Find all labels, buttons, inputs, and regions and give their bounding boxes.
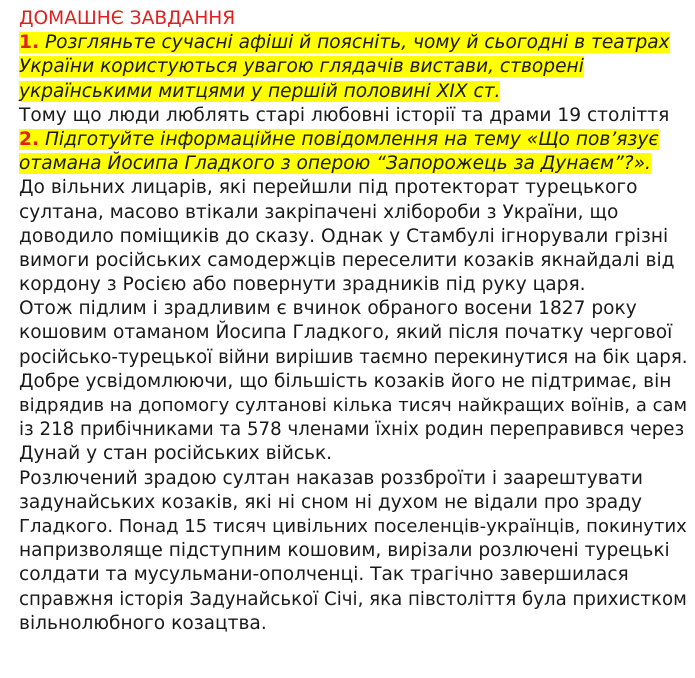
answer-line: російсько-турецької війни вирішив таємно перекинутися на бік царя. [19,346,688,368]
answer-line: справжня історія Задунайської Січі, яка півстоліття була прихистком [19,588,687,610]
answer-line: кошовим отаманом Йосипа Гладкого, який після початку чергової [19,322,673,344]
answer-line: Дунай у стан російських військ. [19,443,333,465]
task2-number: 2. [19,128,40,150]
answer-line: вільнолюбного козацтва. [19,612,267,634]
task1-text-3: українськими митцями у першій половині ХІХ ст. [19,80,501,102]
task1-line-1 [19,31,691,55]
task2-text-2: отамана Йосипа Гладкого з оперою “Запорожець за Дунаєм”?». [19,153,651,175]
task2-line-1 [19,128,691,152]
answer-line: Гладкого. Понад 15 тисяч цивільних поселенців-українців, покинутих [19,515,687,537]
task1-text-2: України користуються увагою глядачів вистави, створені [19,56,584,78]
answer-line: із 218 прибічниками та 578 членами їхніх родин переправився через [19,419,685,441]
answer-line: кордону з Росією або повернути зрадників під руку царя. [19,274,586,296]
answer-line: Розлючений зрадою султан наказав роззброїти і заарештувати [19,467,643,489]
answer-line: напризволяще підступним кошовим, вирізали розлючені турецькі [19,540,670,562]
homework-heading: ДОМАШНЄ ЗАВДАННЯ [19,8,236,29]
answer-line: доводило поміщиків до сказу. Однак у Стамбулі ігнорували грізні [19,225,669,247]
answer-line: задунайських козаків, які ні сном ні духом не відали про зраду [19,491,643,513]
answer-line: солдати та мусульмани-ополченці. Так трагічно завершилася [19,564,629,586]
task1-text-1: Розгляньте сучасні афіші й поясніть, чому й сьогодні в театрах [44,32,670,54]
answer-line: султана, масово втікали закріпачені хлібороби з України, що [19,201,619,223]
task1-answer: Тому що люди люблять старі любовні історії та драми 19 століття [19,104,670,126]
answer-line: До вільних лицарів, які перейшли під протекторат турецького [19,177,638,199]
task1-number: 1. [19,32,40,54]
task2-line-2 [19,152,691,176]
task1-line-2 [19,55,691,79]
homework-document [19,7,691,636]
task1-line-3 [19,80,691,104]
task2-answer [19,176,691,636]
answer-line: відрядив на допомогу султанові кілька тисяч найкращих воїнів, а сам [19,395,688,416]
answer-line: Отож підлим і зрадливим є вчинок обраного восени 1827 року [19,298,637,320]
task2-text-1: Підготуйте інформаційне повідомлення на тему «Що пов’язує [44,128,659,150]
answer-line: Добре усвідомлюючи, що більшість козаків його не підтримає, він [19,370,672,392]
answer-line: вимоги російських самодержців переселити козаків якнайдалі від [19,249,675,271]
